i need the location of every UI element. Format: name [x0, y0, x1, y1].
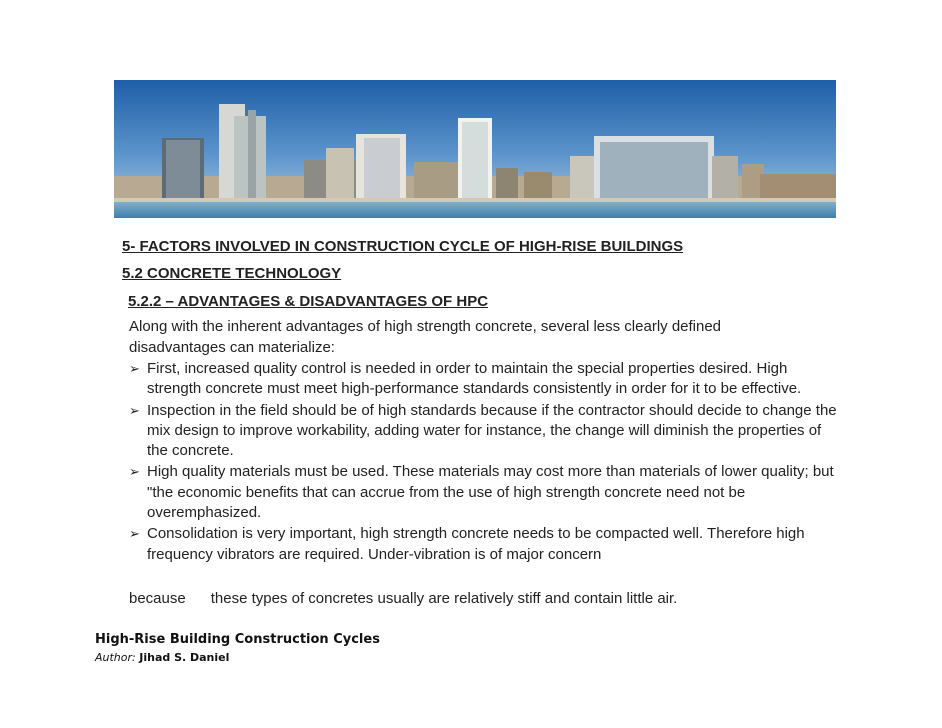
arrow-bullet-icon: ➢	[129, 361, 140, 376]
author-name: Jihad S. Daniel	[139, 651, 230, 664]
main-heading: 5- FACTORS INVOLVED IN CONSTRUCTION CYCLE OF HIGH-RISE BUILDINGS	[122, 238, 684, 255]
list-item	[129, 359, 839, 400]
list-item-text: Inspection in the field should be of high standards because if the contractor should decide to change the mix design to improve workability, adding water for instance, the change will diminish the properties of the concrete.	[147, 401, 837, 460]
footer-author	[95, 651, 229, 664]
list-item-text: Consolidation is very important, high strength concrete needs to be compacted well. Therefore high frequency vibrators are required. Under-vibration is of major concern	[147, 525, 805, 563]
arrow-bullet-icon: ➢	[129, 526, 140, 542]
list-item-text: First, increased quality control is needed in order to maintain the special properties desired. High strength concrete must meet high-performance standards consistently in order for it to be effective.	[147, 360, 802, 398]
list-item	[129, 401, 839, 462]
list-item	[129, 462, 839, 523]
trailing-line: because these types of concretes usually are relatively stiff and contain little air.	[129, 590, 678, 607]
list-item-text: High quality materials must be used. These materials may cost more than materials of lower quality; but "the economic benefits that can accrue from the use of high strength concrete need not be overemphasized.	[147, 463, 834, 522]
author-label: Author:	[95, 651, 136, 664]
list-item	[129, 524, 839, 565]
arrow-bullet-icon: ➢	[129, 464, 140, 480]
footer-title: High-Rise Building Construction Cycles	[95, 632, 380, 647]
section-heading: 5.2 CONCRETE TECHNOLOGY	[122, 265, 342, 282]
arrow-bullet-icon: ➢	[129, 402, 140, 418]
intro-paragraph: Along with the inherent advantages of high strength concrete, several less clearly defined disadvantages can materialize:	[129, 318, 722, 356]
bullet-list	[129, 359, 839, 566]
city-skyline-image	[114, 80, 836, 218]
subsection-heading: 5.2.2 – ADVANTAGES & DISADVANTAGES OF HPC	[128, 293, 489, 310]
